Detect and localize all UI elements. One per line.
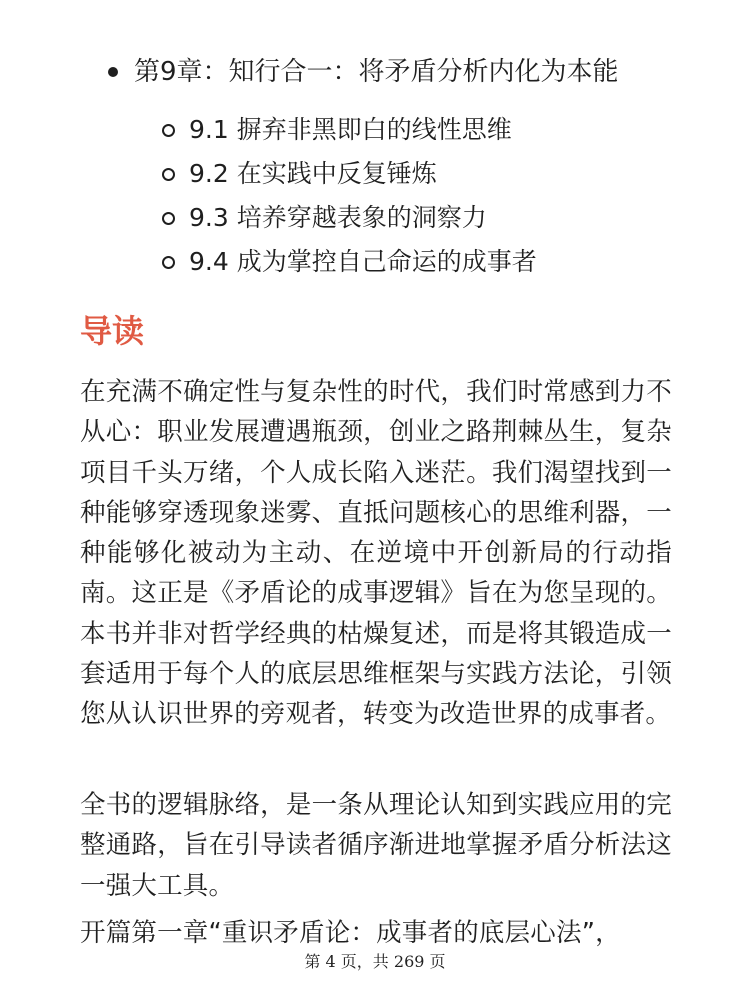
section-title: 9.2 在实践中反复锤炼 — [189, 159, 437, 188]
section-item — [162, 108, 722, 152]
intro-paragraph: 在充满不确定性与复杂性的时代，我们时常感到力不从心：职业发展遭遇瓶颈，创业之路荆棘丛生，复杂项目千头万绪，个人成长陷入迷茫。我们渴望找到一种能够穿透现象迷雾、直抵问题核心的思维利器，一种能够化被动为主动、在逆境中开创新局的行动指南。这正是《矛盾论的成事逻辑》旨在为您呈现的。本书并非对哲学经典的枯燥复述，而是将其锻造成一套适用于每个人的底层思维框架与实践方法论，引领您从认识世界的旁观者，转变为改造世界的成事者。 — [80, 377, 672, 730]
intro-heading: 导读 — [80, 312, 145, 350]
bullet-circle-icon — [162, 168, 175, 181]
intro-paragraph: 开篇第一章“重识矛盾论：成事者的底层心法”， — [80, 918, 621, 948]
section-title: 9.3 培养穿越表象的洞察力 — [189, 203, 487, 232]
section-title: 9.4 成为掌控自己命运的成事者 — [189, 247, 537, 276]
bullet-circle-icon — [162, 124, 175, 137]
bullet-circle-icon — [162, 256, 175, 269]
intro-paragraph: 全书的逻辑脉络，是一条从理论认知到实践应用的完整通路，旨在引导读者循序渐进地掌握矛盾分析法这一强大工具。 — [80, 790, 672, 901]
section-item — [162, 240, 722, 284]
page-number-footer: 第 4 页，共 269 页 — [304, 952, 446, 971]
chapter-list-item — [108, 52, 728, 92]
section-list — [162, 108, 722, 284]
bullet-disc-icon — [108, 67, 118, 77]
section-title: 9.1 摒弃非黑即白的线性思维 — [189, 115, 512, 144]
bullet-circle-icon — [162, 212, 175, 225]
chapter-title: 第9章：知行合一：将矛盾分析内化为本能 — [134, 57, 619, 87]
section-item — [162, 152, 722, 196]
section-item — [162, 196, 722, 240]
